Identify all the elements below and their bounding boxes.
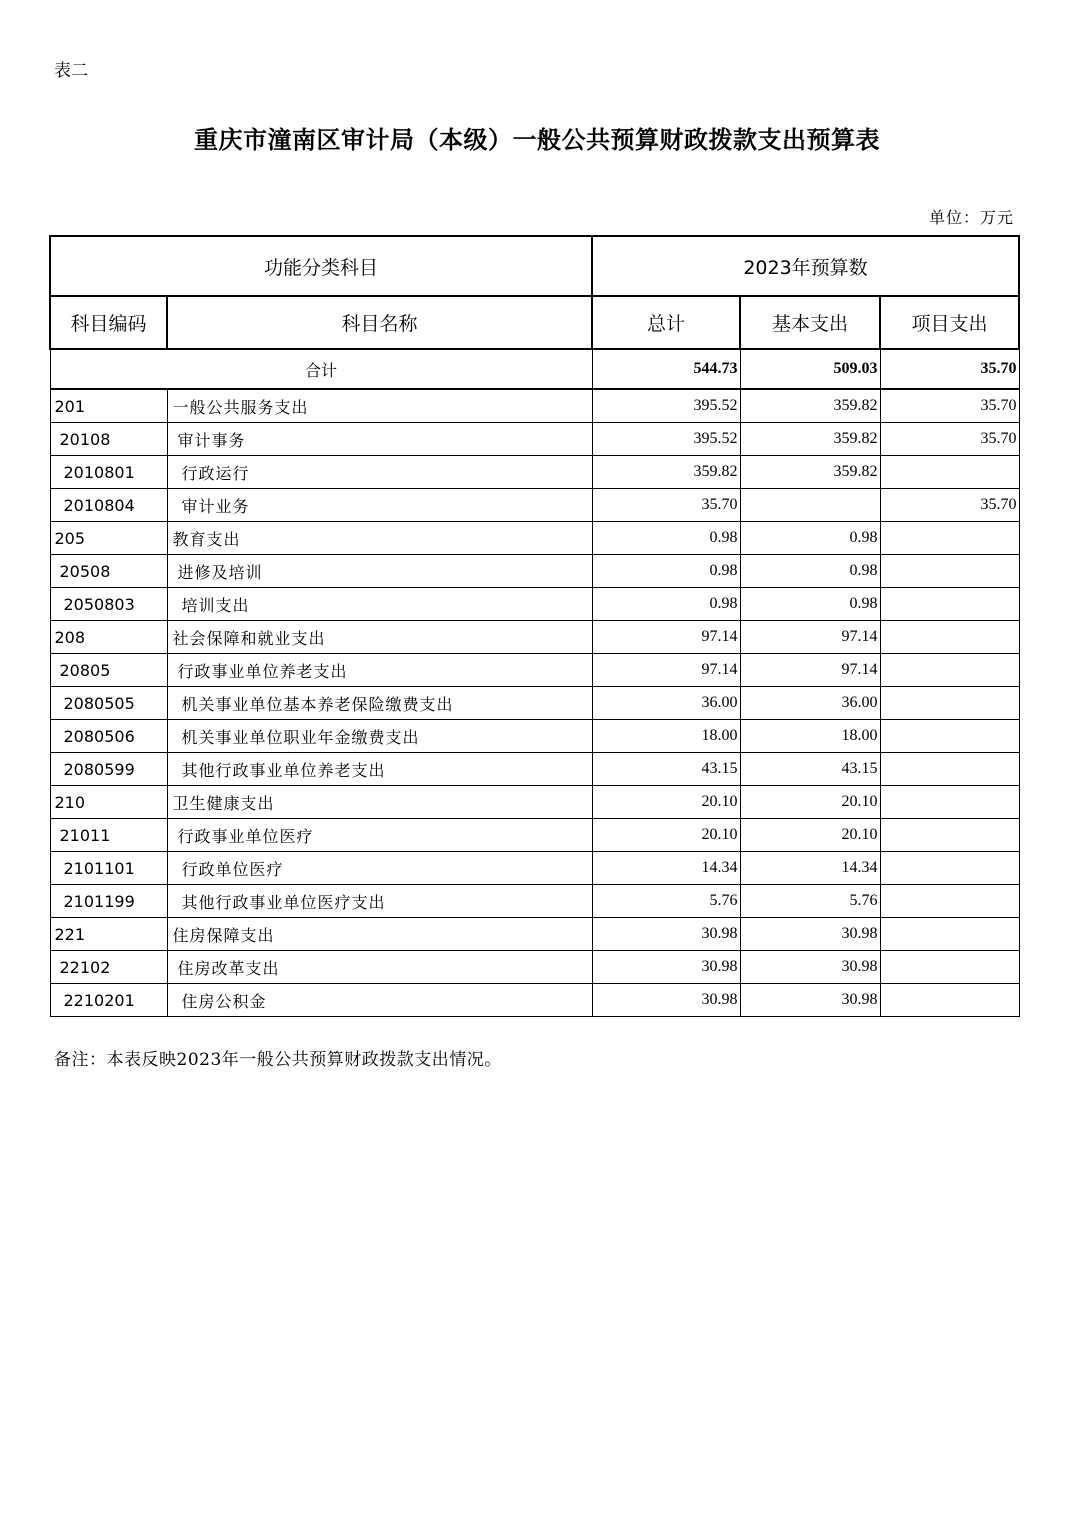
row-total: 97.14 (592, 654, 740, 687)
total-row (50, 349, 1019, 389)
row-name: 一般公共服务支出 (167, 389, 592, 423)
row-project (880, 984, 1019, 1017)
total-basic: 509.03 (740, 349, 880, 389)
row-total: 0.98 (592, 522, 740, 555)
table-row (50, 951, 1019, 984)
row-name: 审计业务 (167, 489, 592, 522)
table-row (50, 423, 1019, 456)
row-name: 行政单位医疗 (167, 852, 592, 885)
row-basic: 43.15 (740, 753, 880, 786)
row-name: 住房保障支出 (167, 918, 592, 951)
row-name: 其他行政事业单位医疗支出 (167, 885, 592, 918)
row-project (880, 753, 1019, 786)
row-name: 行政运行 (167, 456, 592, 489)
total-total: 544.73 (592, 349, 740, 389)
row-name: 审计事务 (167, 423, 592, 456)
row-code: 2210201 (50, 984, 167, 1017)
row-project: 35.70 (880, 423, 1019, 456)
row-basic: 30.98 (740, 918, 880, 951)
row-total: 0.98 (592, 588, 740, 621)
row-project (880, 456, 1019, 489)
table-note: 备注：本表反映2023年一般公共预算财政拨款支出情况。 (54, 1050, 502, 1070)
row-project (880, 852, 1019, 885)
row-total: 359.82 (592, 456, 740, 489)
row-basic: 18.00 (740, 720, 880, 753)
row-name: 培训支出 (167, 588, 592, 621)
row-name: 社会保障和就业支出 (167, 621, 592, 654)
table-row (50, 489, 1019, 522)
row-name: 住房公积金 (167, 984, 592, 1017)
total-header: 总计 (592, 296, 740, 349)
row-code: 20108 (50, 423, 167, 456)
row-total: 30.98 (592, 984, 740, 1017)
row-code: 205 (50, 522, 167, 555)
row-total: 18.00 (592, 720, 740, 753)
row-name: 行政事业单位医疗 (167, 819, 592, 852)
table-body (50, 349, 1019, 1017)
row-name: 其他行政事业单位养老支出 (167, 753, 592, 786)
row-total: 30.98 (592, 918, 740, 951)
row-code: 2101199 (50, 885, 167, 918)
table-row (50, 588, 1019, 621)
row-total: 35.70 (592, 489, 740, 522)
row-project: 35.70 (880, 389, 1019, 423)
row-code: 21011 (50, 819, 167, 852)
row-project (880, 786, 1019, 819)
table-row (50, 885, 1019, 918)
row-code: 201 (50, 389, 167, 423)
table-row (50, 621, 1019, 654)
row-total: 43.15 (592, 753, 740, 786)
row-total: 20.10 (592, 786, 740, 819)
row-code: 221 (50, 918, 167, 951)
total-label: 合计 (50, 349, 592, 389)
row-basic: 30.98 (740, 951, 880, 984)
row-name: 机关事业单位职业年金缴费支出 (167, 720, 592, 753)
row-basic: 5.76 (740, 885, 880, 918)
code-header: 科目编码 (50, 296, 167, 349)
row-project (880, 720, 1019, 753)
row-basic: 20.10 (740, 786, 880, 819)
table-row (50, 456, 1019, 489)
row-project (880, 687, 1019, 720)
row-basic: 359.82 (740, 423, 880, 456)
row-basic: 20.10 (740, 819, 880, 852)
row-code: 2080599 (50, 753, 167, 786)
row-total: 5.76 (592, 885, 740, 918)
row-basic: 0.98 (740, 522, 880, 555)
row-code: 2101101 (50, 852, 167, 885)
row-total: 20.10 (592, 819, 740, 852)
table-row (50, 819, 1019, 852)
table-row (50, 522, 1019, 555)
row-name: 教育支出 (167, 522, 592, 555)
row-basic: 36.00 (740, 687, 880, 720)
basic-header: 基本支出 (740, 296, 880, 349)
row-name: 机关事业单位基本养老保险缴费支出 (167, 687, 592, 720)
table-row (50, 654, 1019, 687)
table-row (50, 389, 1019, 423)
name-header: 科目名称 (167, 296, 592, 349)
row-basic: 0.98 (740, 588, 880, 621)
row-basic: 97.14 (740, 621, 880, 654)
row-project (880, 588, 1019, 621)
unit-label: 单位：万元 (928, 208, 1014, 227)
row-code: 2080505 (50, 687, 167, 720)
row-name: 行政事业单位养老支出 (167, 654, 592, 687)
table-row (50, 918, 1019, 951)
row-project (880, 522, 1019, 555)
row-basic: 14.34 (740, 852, 880, 885)
header-row-1 (50, 236, 1019, 296)
table-row (50, 852, 1019, 885)
row-basic: 359.82 (740, 456, 880, 489)
table-row (50, 753, 1019, 786)
row-basic (740, 489, 880, 522)
row-code: 20508 (50, 555, 167, 588)
row-total: 36.00 (592, 687, 740, 720)
row-project (880, 621, 1019, 654)
row-name: 住房改革支出 (167, 951, 592, 984)
row-basic: 30.98 (740, 984, 880, 1017)
budget-table (49, 235, 1020, 1017)
row-code: 2010804 (50, 489, 167, 522)
table-row (50, 720, 1019, 753)
row-code: 208 (50, 621, 167, 654)
row-basic: 0.98 (740, 555, 880, 588)
row-name: 进修及培训 (167, 555, 592, 588)
row-code: 22102 (50, 951, 167, 984)
table-row (50, 984, 1019, 1017)
row-total: 14.34 (592, 852, 740, 885)
row-basic: 97.14 (740, 654, 880, 687)
row-code: 2050803 (50, 588, 167, 621)
row-basic: 359.82 (740, 389, 880, 423)
row-code: 210 (50, 786, 167, 819)
total-project: 35.70 (880, 349, 1019, 389)
row-total: 97.14 (592, 621, 740, 654)
row-project (880, 819, 1019, 852)
document-title: 重庆市潼南区审计局（本级）一般公共预算财政拨款支出预算表 (194, 125, 880, 154)
row-total: 395.52 (592, 389, 740, 423)
row-code: 2080506 (50, 720, 167, 753)
row-name: 卫生健康支出 (167, 786, 592, 819)
project-header: 项目支出 (880, 296, 1019, 349)
row-project (880, 555, 1019, 588)
table-row (50, 786, 1019, 819)
table-row (50, 555, 1019, 588)
row-code: 2010801 (50, 456, 167, 489)
row-total: 0.98 (592, 555, 740, 588)
row-code: 20805 (50, 654, 167, 687)
functional-category-header: 功能分类科目 (50, 236, 592, 296)
row-total: 30.98 (592, 951, 740, 984)
table-row (50, 687, 1019, 720)
budget-year-header: 2023年预算数 (592, 236, 1019, 296)
row-project (880, 654, 1019, 687)
table-number-label: 表二 (54, 61, 88, 81)
row-project (880, 951, 1019, 984)
header-row-2 (50, 296, 1019, 349)
row-project (880, 885, 1019, 918)
row-project: 35.70 (880, 489, 1019, 522)
row-project (880, 918, 1019, 951)
row-total: 395.52 (592, 423, 740, 456)
